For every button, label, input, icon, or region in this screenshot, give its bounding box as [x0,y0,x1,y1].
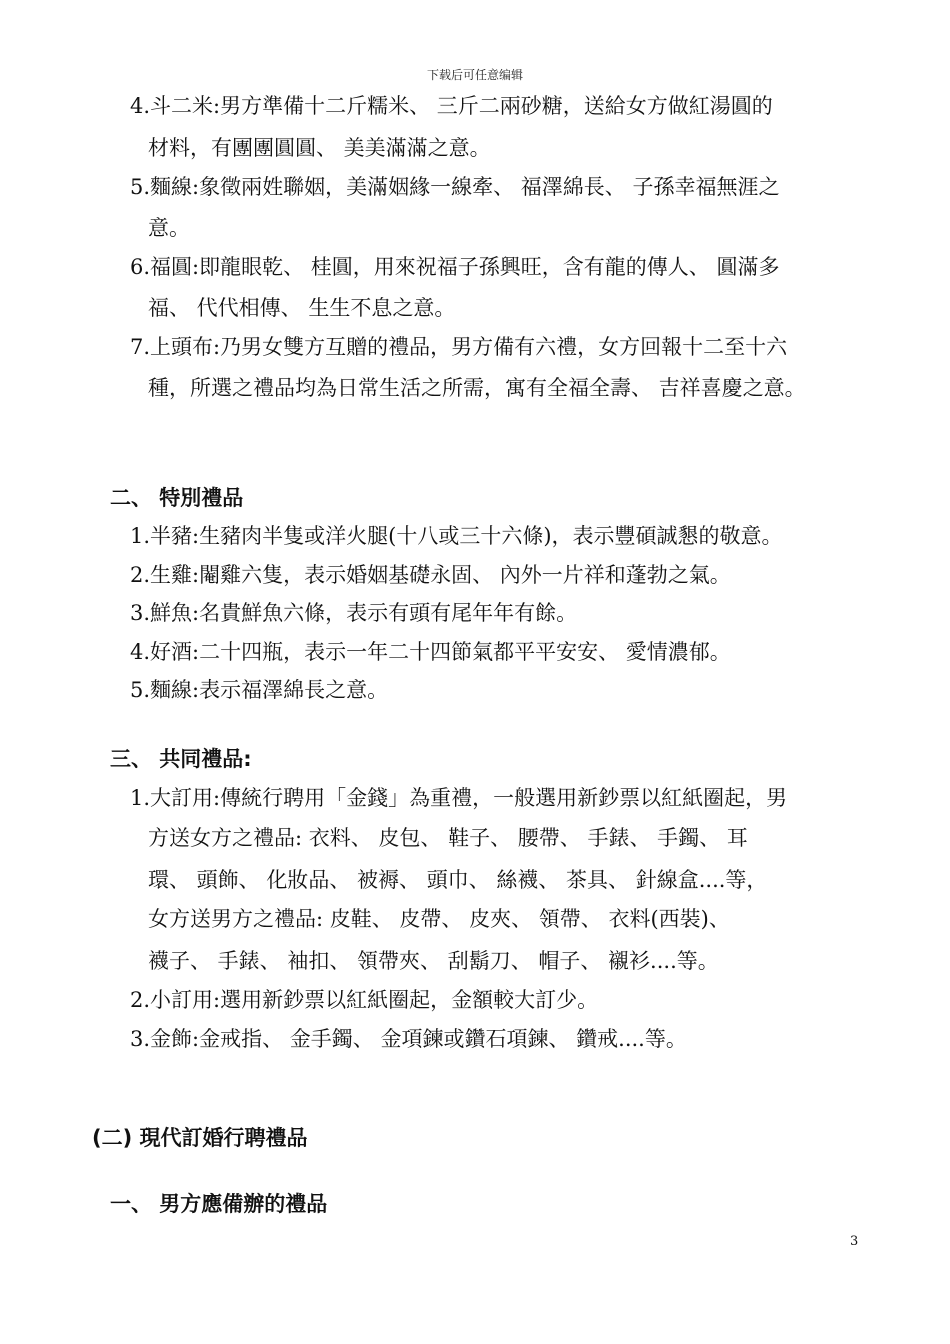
list-item: 3.金飾:金戒指、 金手鐲、 金項鍊或鑽石項鍊、 鑽戒....等。 [130,1027,687,1051]
list-item: 2.生雞:閹雞六隻，表示婚姻基礎永固、 內外一片祥和蓬勃之氣。 [130,563,731,587]
section-heading: 一、 男方應備辦的禮品 [110,1192,328,1216]
list-item: 4.好酒:二十四瓶，表示一年二十四節氣都平平安安、 愛情濃郁。 [130,640,731,664]
section-heading: 二、 特別禮品 [110,486,244,510]
section-heading: 三、 共同禮品: [110,747,252,771]
list-item-continuation: 意。 [148,216,190,240]
list-item-continuation: 材料，有團團圓圓、 美美滿滿之意。 [148,136,491,160]
list-item-continuation: 福、 代代相傳、 生生不息之意。 [148,296,456,320]
list-item-continuation: 襪子、 手錶、 袖扣、 領帶夾、 刮鬍刀、 帽子、 襯衫....等。 [148,949,719,973]
list-item: 1.大訂用:傳統行聘用「金錢」為重禮，一般選用新鈔票以紅紙圈起，男 [130,786,788,810]
list-item-continuation: 環、 頭飾、 化妝品、 被褥、 頭巾、 絲襪、 茶具、 針線盒....等， [148,868,768,892]
header-note: 下载后可任意编辑 [426,68,523,82]
list-item-num: 5.麵線:象徵兩姓聯姻，美滿姻緣一線牽、 福澤綿長、 子孫幸福無涯之 [130,175,780,199]
list-item: 3.鮮魚:名貴鮮魚六條，表示有頭有尾年年有餘。 [130,601,578,625]
list-item: 2.小訂用:選用新鈔票以紅紙圈起，金額較大訂少。 [130,988,599,1012]
list-item-continuation: 種，所選之禮品均為日常生活之所需，寓有全福全壽、 吉祥喜慶之意。 [148,376,806,400]
chapter-heading: (二) 現代訂婚行聘禮品 [92,1126,308,1150]
list-item-num: 6.福圓:即龍眼乾、 桂圓，用來祝福子孫興旺，含有龍的傳人、 圓滿多 [130,255,780,279]
page-number: 3 [850,1234,859,1249]
list-item: 5.麵線:表示福澤綿長之意。 [130,678,389,702]
list-item-continuation: 女方送男方之禮品: 皮鞋、 皮帶、 皮夾、 領帶、 衣料(西裝)、 [148,907,730,931]
list-item-continuation: 方送女方之禮品: 衣料、 皮包、 鞋子、 腰帶、 手錶、 手鐲、 耳 [148,826,748,850]
list-item-num: 7.上頭布:乃男女雙方互贈的禮品，男方備有六禮，女方回報十二至十六 [130,335,788,359]
list-item: 1.半豬:生豬肉半隻或洋火腿(十八或三十六條)，表示豐碩誠懇的敬意。 [130,524,783,548]
list-item-num: 4.斗二米:男方準備十二斤糯米、 三斤二兩砂糖，送給女方做紅湯圓的 [130,94,773,118]
